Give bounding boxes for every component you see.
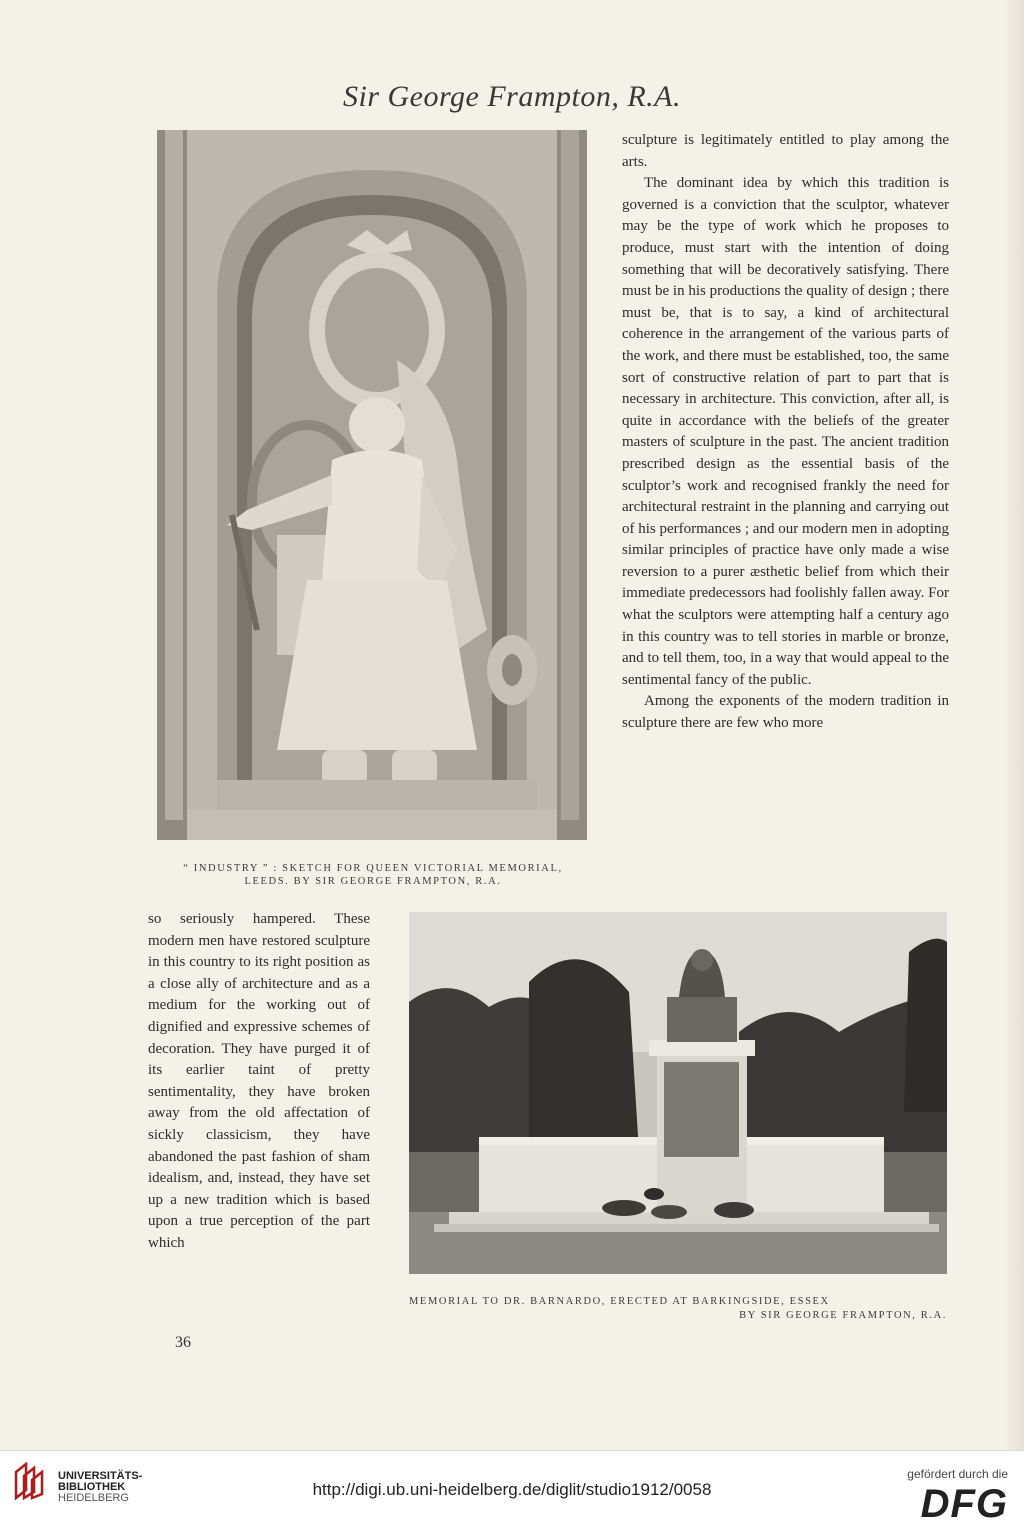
memorial-caption-line1: MEMORIAL TO DR. BARNARDO, ERECTED AT BARKINGSIDE, ESSEX (409, 1296, 830, 1307)
library-line3: HEIDELBERG (58, 1492, 129, 1504)
dfg-logo: DFG (920, 1482, 1008, 1526)
barnardo-memorial-photo (409, 912, 947, 1274)
page-edge-shadow (1004, 0, 1024, 1450)
permalink-url[interactable]: http://digi.ub.uni-heidelberg.de/diglit/studio1912/0058 (312, 1480, 712, 1499)
memorial-caption-line2: BY SIR GEORGE FRAMPTON, R.A. (739, 1310, 947, 1321)
paragraph: sculpture is legitimately entitled to play among the arts. (622, 132, 949, 170)
running-head: Sir George Frampton, R.A. (342, 80, 682, 113)
page-number: 36 (175, 1334, 191, 1351)
industry-caption-line2: LEEDS. BY SIR GEORGE FRAMPTON, R.A. (244, 876, 502, 887)
industry-caption (150, 862, 596, 888)
funder-label: gefördert durch die (907, 1467, 1008, 1481)
industry-caption-line1: “ INDUSTRY ” : SKETCH FOR QUEEN VICTORIAL MEMORIAL, (183, 863, 563, 874)
paragraph: The dominant idea by which this tradition is governed is a conviction that the sculptor, whatever may be the type of work which he proposes to produce, must start with the intention of doing something that will be decoratively satisfying. There must be in his productions the quality of design ; there must be, that is to say, a kind of architectural coherence in the arrangement of the various parts of the work, and there must be established, too, the same sort of constructive relation of part to part that is necessary in architecture. This conviction, after all, is quite in accordance with the beliefs of the greater masters of sculpture in the past. The ancient tradition prescribed design as the essential basis of the sculptor’s work and recognised frankly the need for architectural restraint in the planning and carrying out of his performances ; and our modern men in adopting similar principles of practice have only made a wise reversion to a purer æsthetic belief from which their immediate predecessors had foolishly fallen away. For what the sculptors were attempting half a century ago in this country was to tell stories in marble or bronze, and to tell them, too, in a way that would appeal to the sentimental fancy of the public. (622, 175, 949, 688)
paragraph: so seriously hampered. These modern men have restored sculpture in this country to its right position as a close ally of architecture and as a medium for the working out of dignified and expressive schemes of decoration. They have purged it of its earlier taint of pretty sentimentality, they have broken away from the old affectation of sickly classicism, they have abandoned the past fashion of sham idealism, and, instead, they have set up a new tradition which is based upon a true perception of the part which (148, 911, 370, 1251)
paragraph: Among the exponents of the modern tradition in sculpture there are few who more (622, 693, 949, 732)
right-text-column (622, 130, 949, 735)
left-text-column (148, 909, 370, 1255)
library-line2: BIBLIOTHEK (58, 1481, 126, 1493)
library-line1: UNIVERSITÄTS- (58, 1470, 143, 1482)
industry-relief-photo (157, 130, 587, 840)
